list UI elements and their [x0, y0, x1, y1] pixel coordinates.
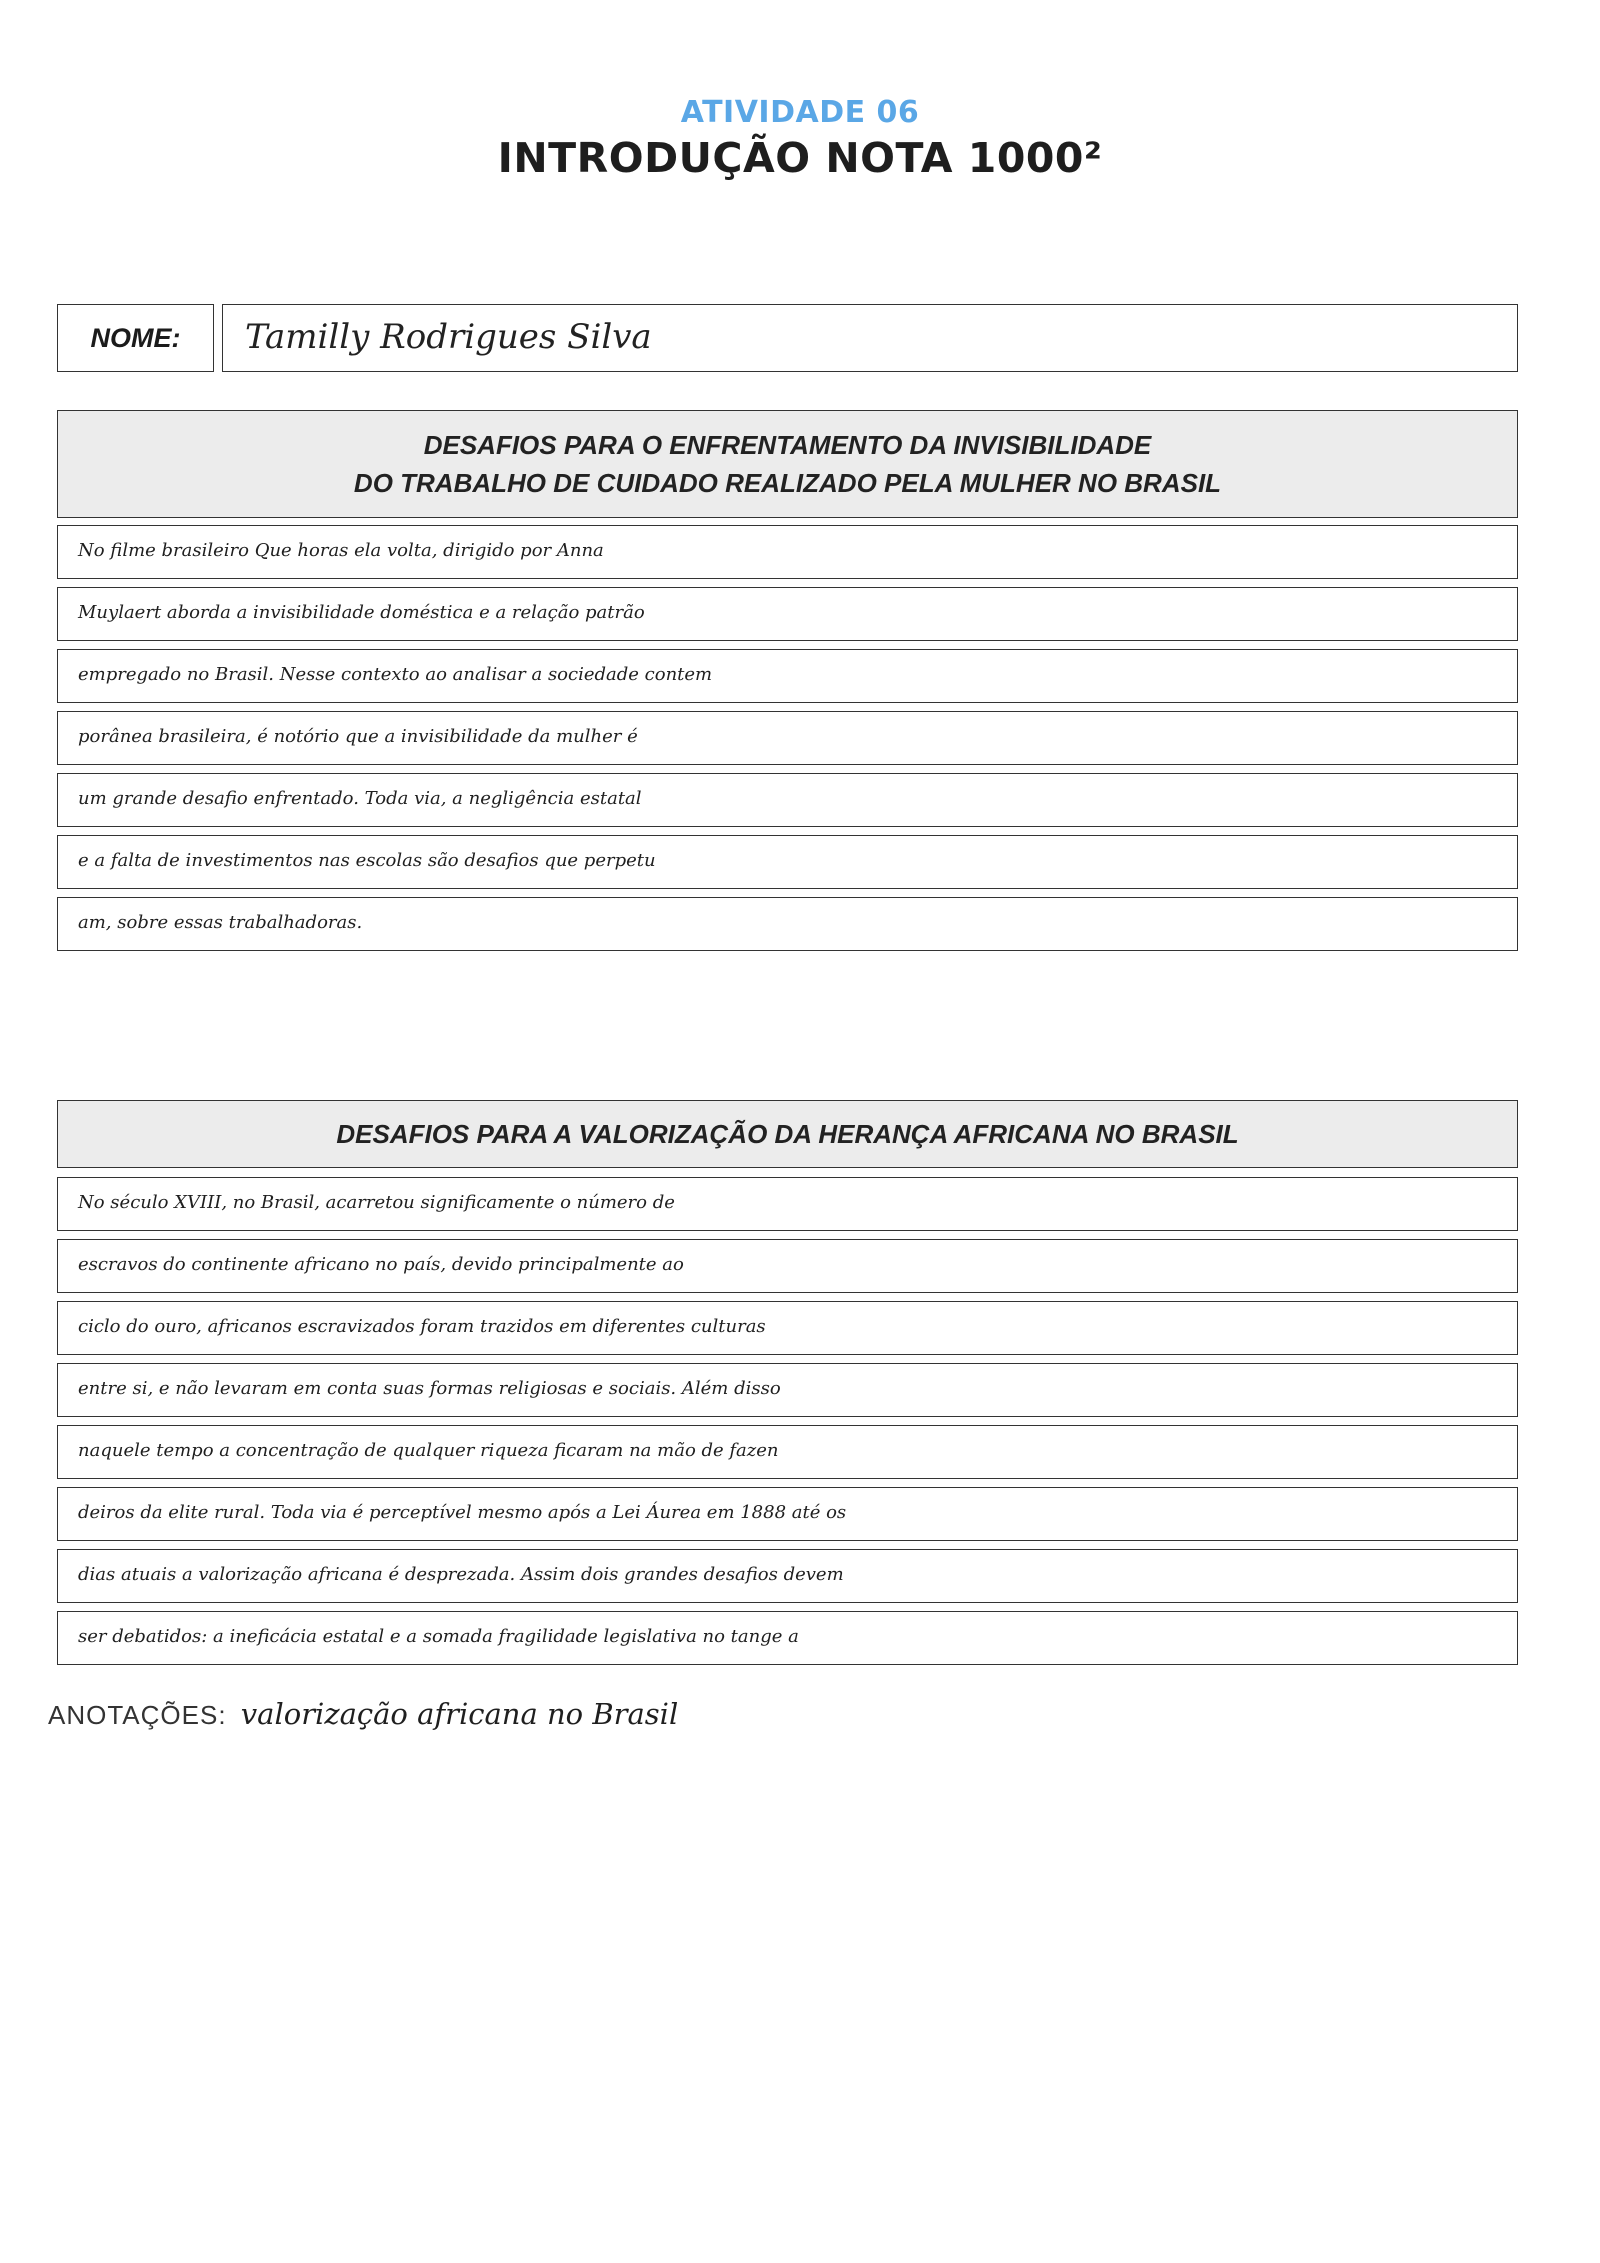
section2-writing-lines — [57, 1177, 1518, 1673]
section2-line[interactable]: entre si, e não levaram em conta suas formas religiosas e sociais. Além disso — [57, 1363, 1518, 1417]
section1-line[interactable]: Muylaert aborda a invisibilidade doméstica e a relação patrão — [57, 587, 1518, 641]
section1-title-line2: DO TRABALHO DE CUIDADO REALIZADO PELA MULHER NO BRASIL — [353, 468, 1222, 498]
section1-line[interactable]: porânea brasileira, é notório que a invisibilidade da mulher é — [57, 711, 1518, 765]
section1-line[interactable]: e a falta de investimentos nas escolas são desafios que perpetu — [57, 835, 1518, 889]
annotations-label: ANOTAÇÕES: — [48, 1700, 227, 1730]
name-label: NOME: — [57, 304, 214, 372]
annotations-text[interactable]: valorização africana no Brasil — [240, 1697, 679, 1731]
page-title: INTRODUÇÃO NOTA 1000² — [497, 134, 1103, 182]
section2-line[interactable]: deiros da elite rural. Toda via é perceptível mesmo após a Lei Áurea em 1888 até os — [57, 1487, 1518, 1541]
name-row — [57, 304, 1518, 374]
section1-line[interactable]: No filme brasileiro Que horas ela volta, dirigido por Anna — [57, 525, 1518, 579]
section1-line[interactable]: um grande desafio enfrentado. Toda via, a negligência estatal — [57, 773, 1518, 827]
section2-line[interactable]: ser debatidos: a ineficácia estatal e a somada fragilidade legislativa no tange a — [57, 1611, 1518, 1665]
page-header — [0, 95, 1600, 182]
annotations — [48, 1697, 678, 1731]
section2-line[interactable]: dias atuais a valorização africana é desprezada. Assim dois grandes desafios devem — [57, 1549, 1518, 1603]
section1-writing-lines — [57, 525, 1518, 959]
section2-line[interactable]: No século XVIII, no Brasil, acarretou significamente o número de — [57, 1177, 1518, 1231]
section2-line[interactable]: naquele tempo a concentração de qualquer riqueza ficaram na mão de fazen — [57, 1425, 1518, 1479]
name-field[interactable]: Tamilly Rodrigues Silva — [222, 304, 1518, 372]
section1-title-line1: DESAFIOS PARA O ENFRENTAMENTO DA INVISIBILIDADE — [423, 430, 1152, 460]
section1-line[interactable]: empregado no Brasil. Nesse contexto ao analisar a sociedade contem — [57, 649, 1518, 703]
section2-line[interactable]: escravos do continente africano no país, devido principalmente ao — [57, 1239, 1518, 1293]
section1-line[interactable]: am, sobre essas trabalhadoras. — [57, 897, 1518, 951]
section2-line[interactable]: ciclo do ouro, africanos escravizados foram trazidos em diferentes culturas — [57, 1301, 1518, 1355]
section2-header — [57, 1100, 1518, 1168]
section2-title: DESAFIOS PARA A VALORIZAÇÃO DA HERANÇA AFRICANA NO BRASIL — [336, 1119, 1239, 1149]
section1-header — [57, 410, 1518, 518]
activity-number: ATIVIDADE 06 — [680, 95, 920, 130]
